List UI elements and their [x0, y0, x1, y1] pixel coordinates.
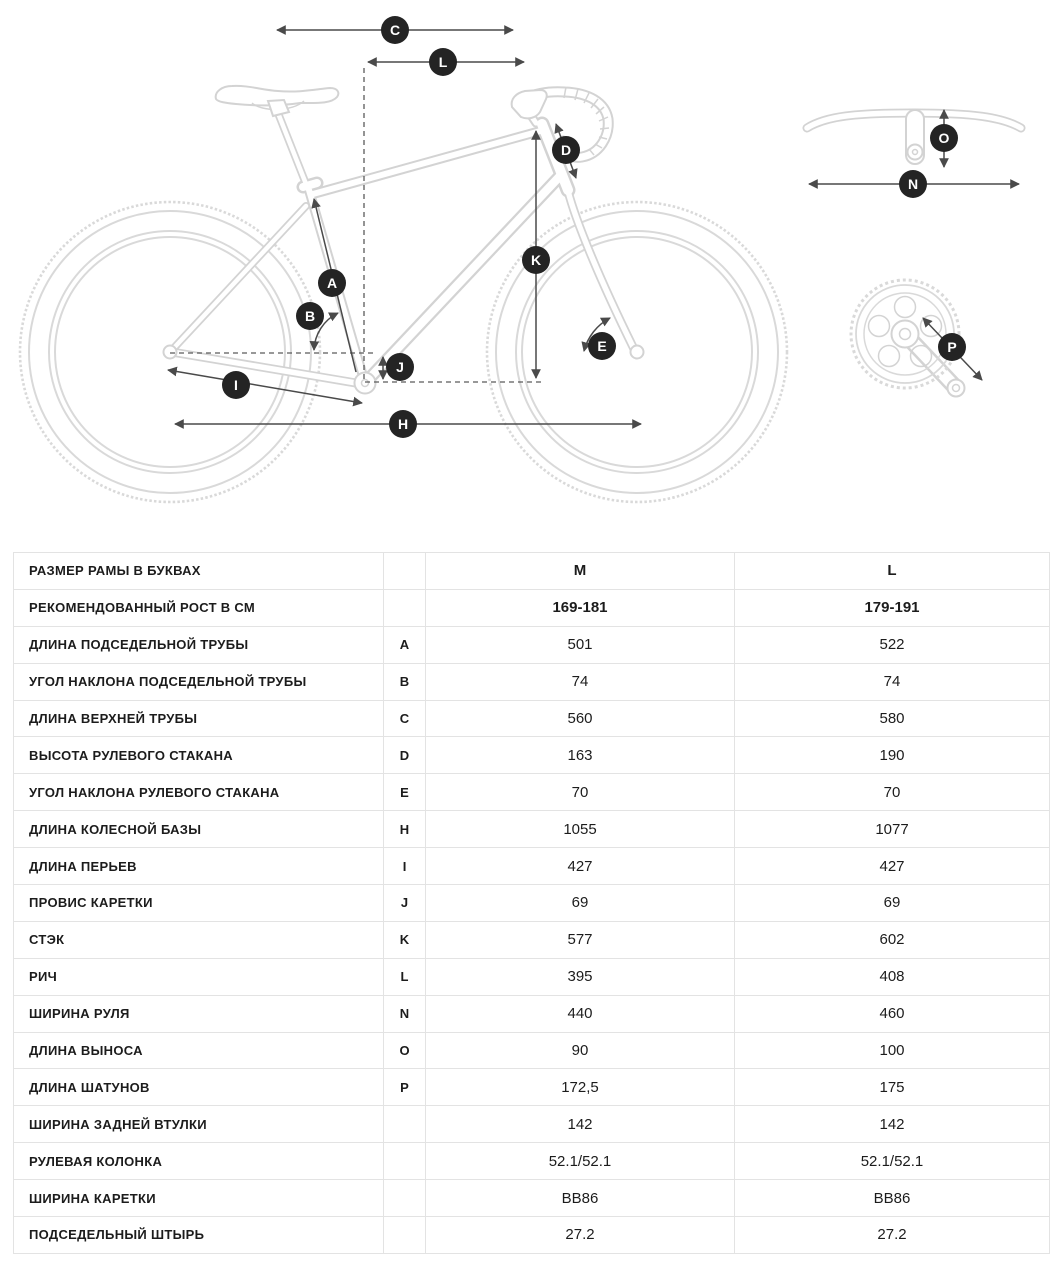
row-label: ПОДСЕДЕЛЬНЫЙ ШТЫРЬ — [14, 1217, 384, 1254]
row-letter — [384, 589, 426, 626]
row-label: УГОЛ НАКЛОНА ПОДСЕДЕЛЬНОЙ ТРУБЫ — [14, 663, 384, 700]
row-letter: K — [384, 921, 426, 958]
value-m: 395 — [426, 958, 735, 995]
value-l: 522 — [735, 626, 1050, 663]
row-label: РУЛЕВАЯ КОЛОНКА — [14, 1143, 384, 1180]
value-m: 172,5 — [426, 1069, 735, 1106]
dimension-arrows — [168, 30, 1019, 424]
row-letter: L — [384, 958, 426, 995]
row-label: УГОЛ НАКЛОНА РУЛЕВОГО СТАКАНА — [14, 774, 384, 811]
svg-text:L: L — [438, 54, 448, 70]
front-dropout — [631, 346, 644, 359]
table-row — [14, 663, 1050, 700]
value-m: 90 — [426, 1032, 735, 1069]
value-m: 74 — [426, 663, 735, 700]
row-letter: D — [384, 737, 426, 774]
value-m: 560 — [426, 700, 735, 737]
value-l: 602 — [735, 921, 1050, 958]
table-row — [14, 885, 1050, 922]
row-letter — [384, 1143, 426, 1180]
row-label: ШИРИНА РУЛЯ — [14, 995, 384, 1032]
badge-n — [899, 170, 927, 198]
saddle — [216, 86, 339, 116]
row-label: ШИРИНА ЗАДНЕЙ ВТУЛКИ — [14, 1106, 384, 1143]
table-row — [14, 921, 1050, 958]
row-label: ДЛИНА КОЛЕСНОЙ БАЗЫ — [14, 811, 384, 848]
svg-text:P: P — [947, 339, 957, 355]
row-letter — [384, 1106, 426, 1143]
badge-i — [222, 371, 250, 399]
value-m: M — [426, 553, 735, 590]
value-l: 69 — [735, 885, 1050, 922]
badge-c — [381, 16, 409, 44]
table-row — [14, 848, 1050, 885]
value-l: 427 — [735, 848, 1050, 885]
value-l: 52.1/52.1 — [735, 1143, 1050, 1180]
row-label: ДЛИНА ВЫНОСА — [14, 1032, 384, 1069]
row-letter: J — [384, 885, 426, 922]
row-letter: H — [384, 811, 426, 848]
value-l: BB86 — [735, 1180, 1050, 1217]
svg-text:C: C — [389, 22, 401, 38]
value-l: 190 — [735, 737, 1050, 774]
svg-text:H: H — [397, 416, 409, 432]
row-label: ДЛИНА ПОДСЕДЕЛЬНОЙ ТРУБЫ — [14, 626, 384, 663]
value-m: 163 — [426, 737, 735, 774]
value-l: 100 — [735, 1032, 1050, 1069]
table-row — [14, 700, 1050, 737]
row-label: ШИРИНА КАРЕТКИ — [14, 1180, 384, 1217]
table-row — [14, 1180, 1050, 1217]
table-row — [14, 1143, 1050, 1180]
table-row — [14, 1106, 1050, 1143]
value-l: L — [735, 553, 1050, 590]
value-m: 169-181 — [426, 589, 735, 626]
row-label: РЕКОМЕНДОВАННЫЙ РОСТ В СМ — [14, 589, 384, 626]
badge-h — [389, 410, 417, 438]
row-letter: O — [384, 1032, 426, 1069]
svg-text:I: I — [234, 377, 238, 393]
row-letter: I — [384, 848, 426, 885]
row-letter: C — [384, 700, 426, 737]
row-letter — [384, 1180, 426, 1217]
row-label: ДЛИНА ВЕРХНЕЙ ТРУБЫ — [14, 700, 384, 737]
row-letter: A — [384, 626, 426, 663]
table-row — [14, 811, 1050, 848]
value-l: 142 — [735, 1106, 1050, 1143]
svg-text:O: O — [938, 130, 950, 146]
value-m: 427 — [426, 848, 735, 885]
svg-text:E: E — [597, 338, 607, 354]
badge-d — [552, 136, 580, 164]
value-m: BB86 — [426, 1180, 735, 1217]
value-m: 69 — [426, 885, 735, 922]
table-row — [14, 995, 1050, 1032]
value-m: 1055 — [426, 811, 735, 848]
row-label: ДЛИНА ПЕРЬЕВ — [14, 848, 384, 885]
table-row — [14, 589, 1050, 626]
table-row — [14, 958, 1050, 995]
table-row — [14, 737, 1050, 774]
value-m: 52.1/52.1 — [426, 1143, 735, 1180]
row-label: ДЛИНА ШАТУНОВ — [14, 1069, 384, 1106]
value-l: 580 — [735, 700, 1050, 737]
value-l: 179-191 — [735, 589, 1050, 626]
brake-hood — [512, 90, 547, 118]
rear-dropout — [164, 346, 177, 359]
row-label: РИЧ — [14, 958, 384, 995]
row-label: РАЗМЕР РАМЫ В БУКВАХ — [14, 553, 384, 590]
svg-text:K: K — [530, 252, 542, 268]
value-l: 175 — [735, 1069, 1050, 1106]
row-letter: P — [384, 1069, 426, 1106]
badge-a — [318, 269, 346, 297]
row-letter: N — [384, 995, 426, 1032]
badge-p — [938, 333, 966, 361]
badge-l — [429, 48, 457, 76]
reference-dashed-lines — [170, 68, 545, 382]
handlebar-top-view — [906, 110, 924, 164]
value-m: 577 — [426, 921, 735, 958]
value-l: 1077 — [735, 811, 1050, 848]
svg-text:D: D — [560, 142, 572, 158]
badge-k — [522, 246, 550, 274]
svg-text:N: N — [907, 176, 919, 192]
value-l: 74 — [735, 663, 1050, 700]
row-label: СТЭК — [14, 921, 384, 958]
geometry-table-body — [14, 553, 1050, 1254]
bottom-bracket — [355, 373, 376, 394]
value-m: 501 — [426, 626, 735, 663]
value-l: 27.2 — [735, 1217, 1050, 1254]
badge-b — [296, 302, 324, 330]
value-m: 142 — [426, 1106, 735, 1143]
row-letter — [384, 1217, 426, 1254]
value-m: 27.2 — [426, 1217, 735, 1254]
table-row — [14, 774, 1050, 811]
value-m: 70 — [426, 774, 735, 811]
table-row — [14, 1217, 1050, 1254]
table-row — [14, 626, 1050, 663]
row-letter: E — [384, 774, 426, 811]
value-l: 408 — [735, 958, 1050, 995]
row-letter: B — [384, 663, 426, 700]
badge-j — [386, 353, 414, 381]
svg-text:A: A — [326, 275, 338, 291]
table-row — [14, 1032, 1050, 1069]
row-label: ПРОВИС КАРЕТКИ — [14, 885, 384, 922]
table-row — [14, 1069, 1050, 1106]
row-label: ВЫСОТА РУЛЕВОГО СТАКАНА — [14, 737, 384, 774]
bike-geometry-diagram — [0, 0, 1052, 545]
table-row — [14, 553, 1050, 590]
value-m: 440 — [426, 995, 735, 1032]
badge-e — [588, 332, 616, 360]
value-l: 460 — [735, 995, 1050, 1032]
geometry-table — [13, 552, 1050, 1254]
value-l: 70 — [735, 774, 1050, 811]
svg-text:J: J — [396, 359, 404, 375]
row-letter — [384, 553, 426, 590]
svg-text:B: B — [304, 308, 316, 324]
badge-o — [930, 124, 958, 152]
